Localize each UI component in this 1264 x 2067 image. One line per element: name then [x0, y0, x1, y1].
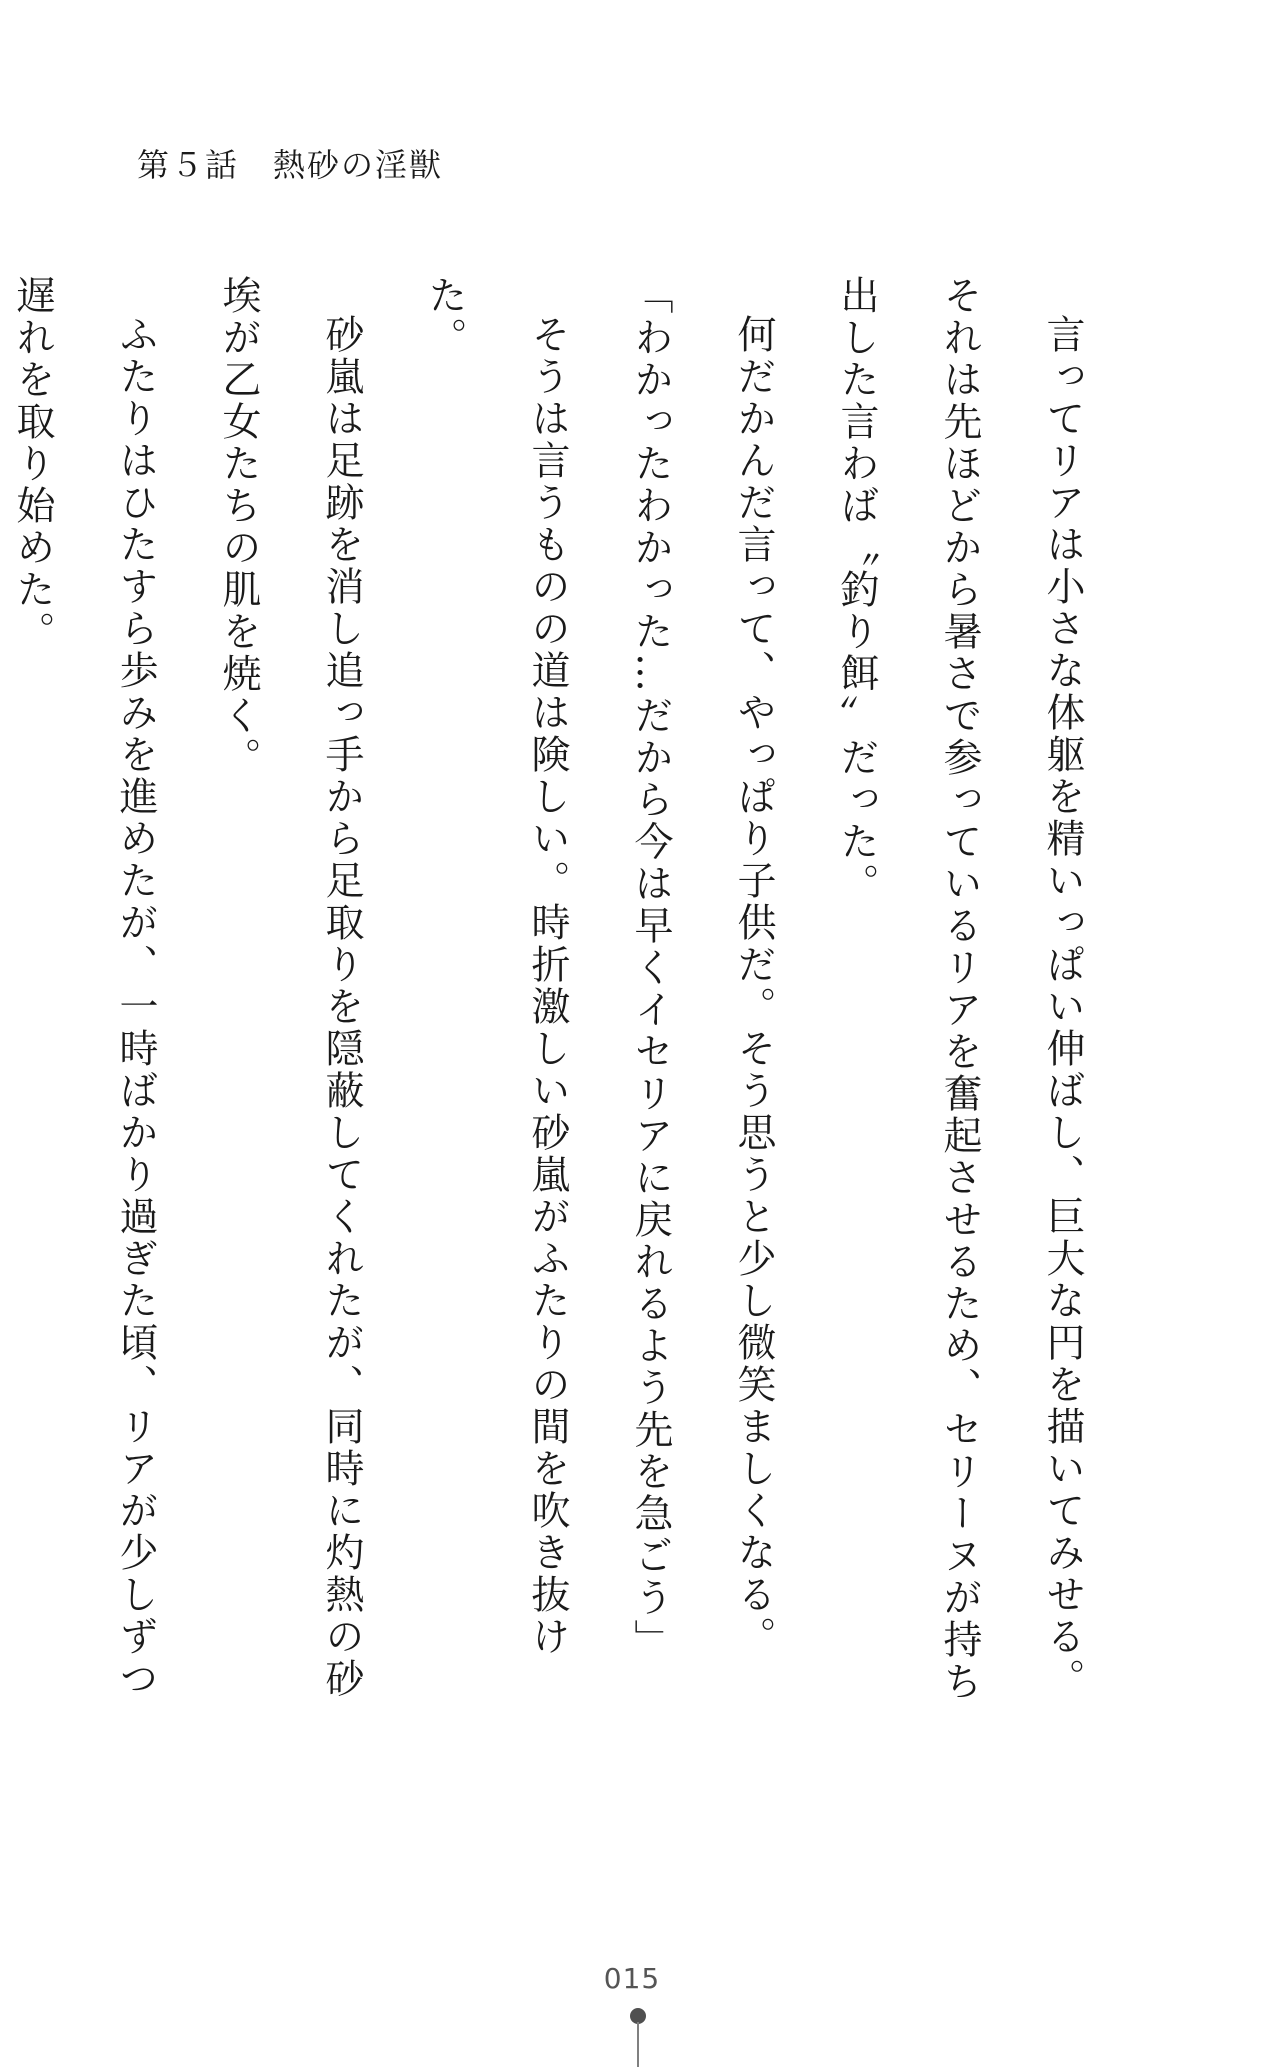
paragraph: ふたりはひたすら歩みを進めたが、一時ばかり過ぎた頃、リアが少しずつ遅れを取り始めた。: [10, 275, 158, 1700]
page-marker-line: [637, 2022, 639, 2067]
paragraph: 言ってリアは小さな体躯を精いっぱい伸ばし、巨大な円を描いてみせる。それは先ほどから暑さで参っているリアを奮起させるため、セリーヌが持ち出した言わば〝釣り餌〟だった。: [834, 275, 1085, 1703]
paragraph: 砂嵐は足跡を消し追っ手から足取りを隠蔽してくれたが、同時に灼熱の砂埃が乙女たちの肌を焼く。: [216, 275, 364, 1700]
paragraph: 何だかんだ言って、やっぱり子供だ。そう思うと少し微笑ましくなる。: [731, 314, 776, 1658]
chapter-title: 第５話 熱砂の淫獣: [137, 146, 444, 184]
dialogue: 「わかったわかった…だから今は早くイセリアに戻れるよう先を急ごう」: [628, 275, 673, 1661]
body-text: [0, 275, 1114, 1715]
paragraph: そうは言うものの道は険しい。時折激しい砂嵐がふたりの間を吹き抜けた。: [422, 275, 570, 1658]
page-number: 015: [603, 1962, 661, 1995]
